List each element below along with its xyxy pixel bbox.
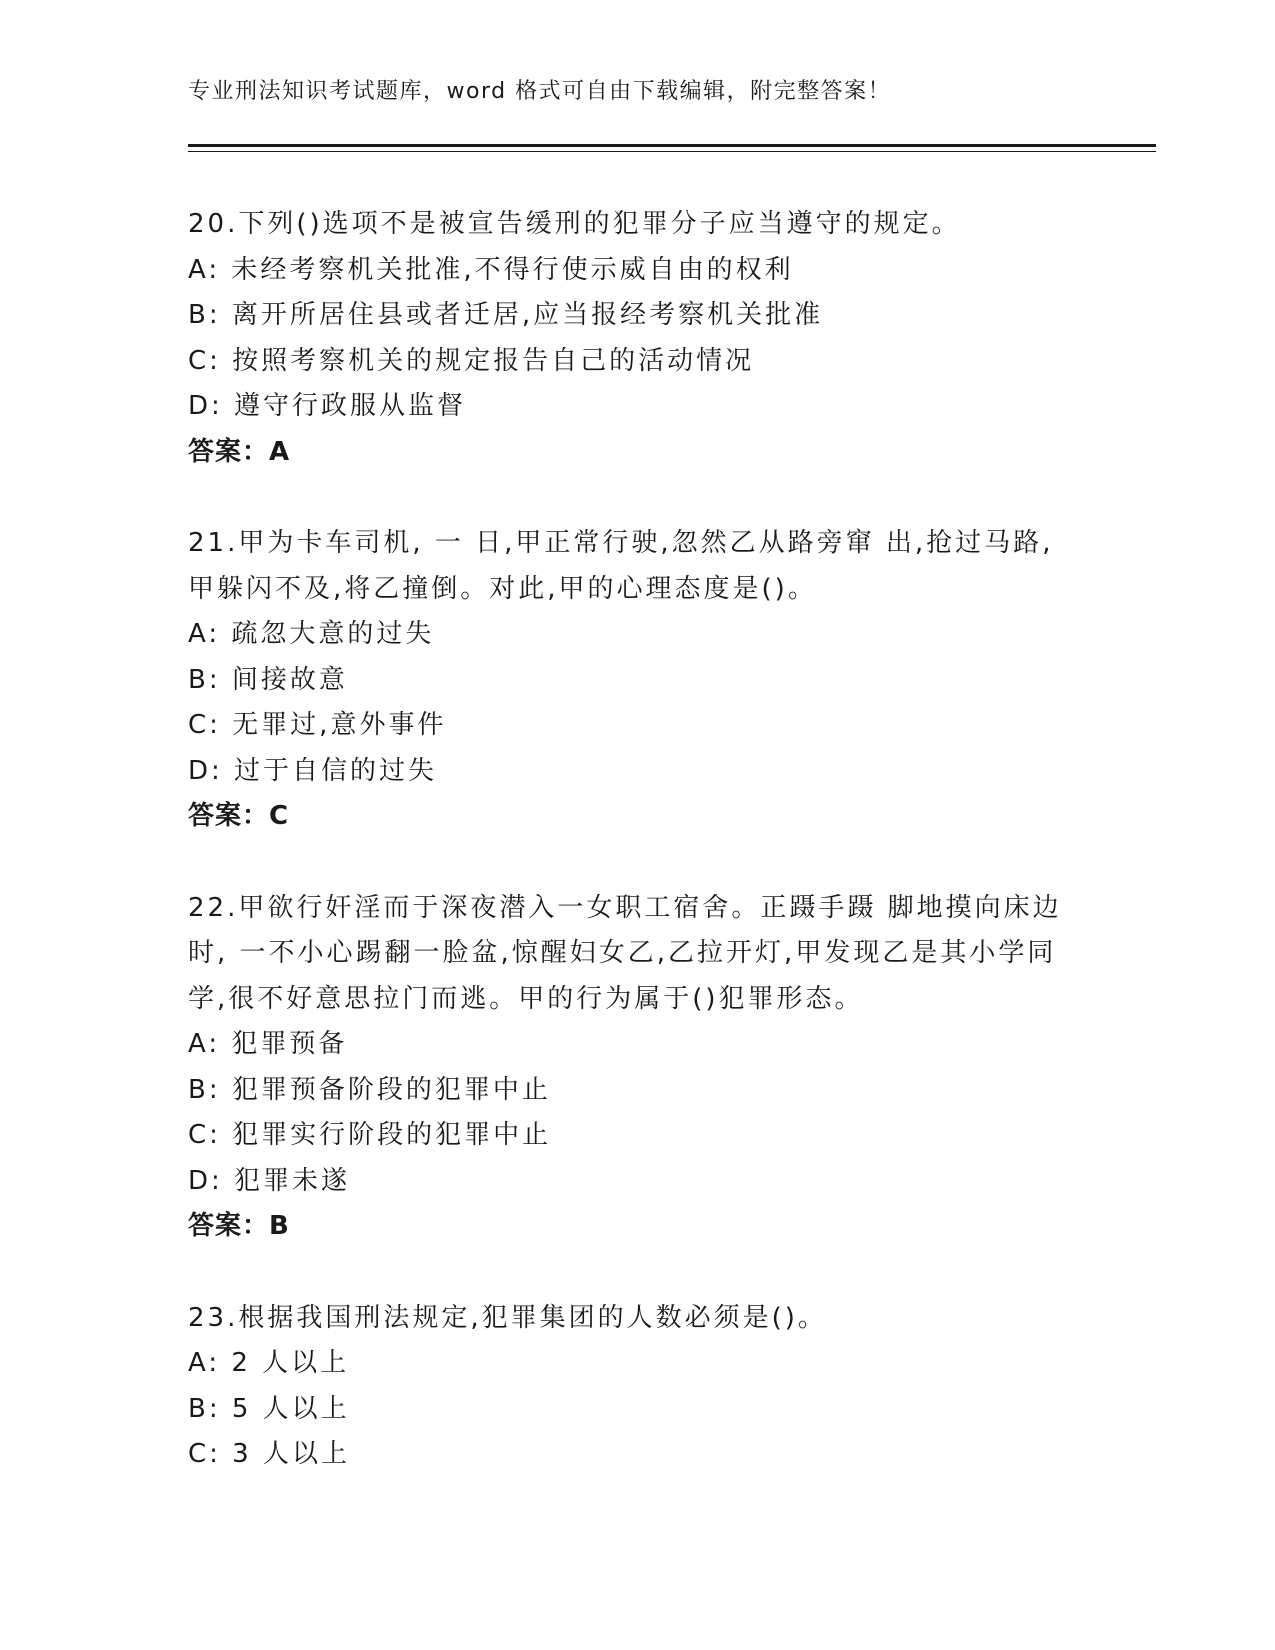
question-text: 甲躲闪不及,将乙撞倒。对此,甲的心理态度是()。 <box>188 573 817 604</box>
answer: 答案：C <box>188 801 290 831</box>
option-a: A: 犯罪预备 <box>188 1029 348 1059</box>
question-text: 21.甲为卡车司机, 一 日,甲正常行驶,忽然乙从路旁窜 出,抢过马路, <box>188 528 1054 558</box>
option-b: B: 离开所居住县或者迁居,应当报经考察机关批准 <box>188 300 824 330</box>
option-b: B: 5 人以上 <box>188 1393 350 1424</box>
option-c: C: 3 人以上 <box>188 1439 350 1469</box>
option-c: C: 按照考察机关的规定报告自己的活动情况 <box>188 345 755 376</box>
answer: 答案：B <box>188 1211 290 1241</box>
option-c: C: 犯罪实行阶段的犯罪中止 <box>188 1120 552 1150</box>
question-text: 时, 一不小心踢翻一脸盆,惊醒妇女乙,乙拉开灯,甲发现乙是其小学同 <box>188 938 1057 968</box>
question-22 <box>188 886 1088 1250</box>
option-a: A: 疏忽大意的过失 <box>188 619 435 649</box>
question-text: 22.甲欲行奸淫而于深夜潜入一女职工宿舍。正蹑手蹑 脚地摸向床边 <box>188 892 1062 923</box>
question-23 <box>188 1296 1088 1478</box>
option-b: B: 犯罪预备阶段的犯罪中止 <box>188 1074 551 1105</box>
option-d: D: 犯罪未遂 <box>188 1165 351 1196</box>
option-a: A: 2 人以上 <box>188 1348 350 1378</box>
question-list <box>188 202 1088 1524</box>
question-20 <box>188 202 1088 475</box>
page-header: 专业刑法知识考试题库，word 格式可自由下载编辑，附完整答案！ <box>188 79 892 104</box>
question-21 <box>188 521 1088 840</box>
answer: 答案：A <box>188 436 291 467</box>
option-b: B: 间接故意 <box>188 664 348 695</box>
header-rule-thin <box>188 151 1156 152</box>
option-d: D: 过于自信的过失 <box>188 755 438 786</box>
question-text: 20.下列()选项不是被宣告缓刑的犯罪分子应当遵守的规定。 <box>188 209 961 239</box>
question-text: 23.根据我国刑法规定,犯罪集团的人数必须是()。 <box>188 1302 827 1333</box>
question-text: 学,很不好意思拉门而逃。甲的行为属于()犯罪形态。 <box>188 983 864 1014</box>
option-d: D: 遵守行政服从监督 <box>188 391 467 421</box>
option-a: A: 未经考察机关批准,不得行使示威自由的权利 <box>188 254 794 285</box>
option-c: C: 无罪过,意外事件 <box>188 710 447 740</box>
header-rule-thick <box>188 144 1156 147</box>
